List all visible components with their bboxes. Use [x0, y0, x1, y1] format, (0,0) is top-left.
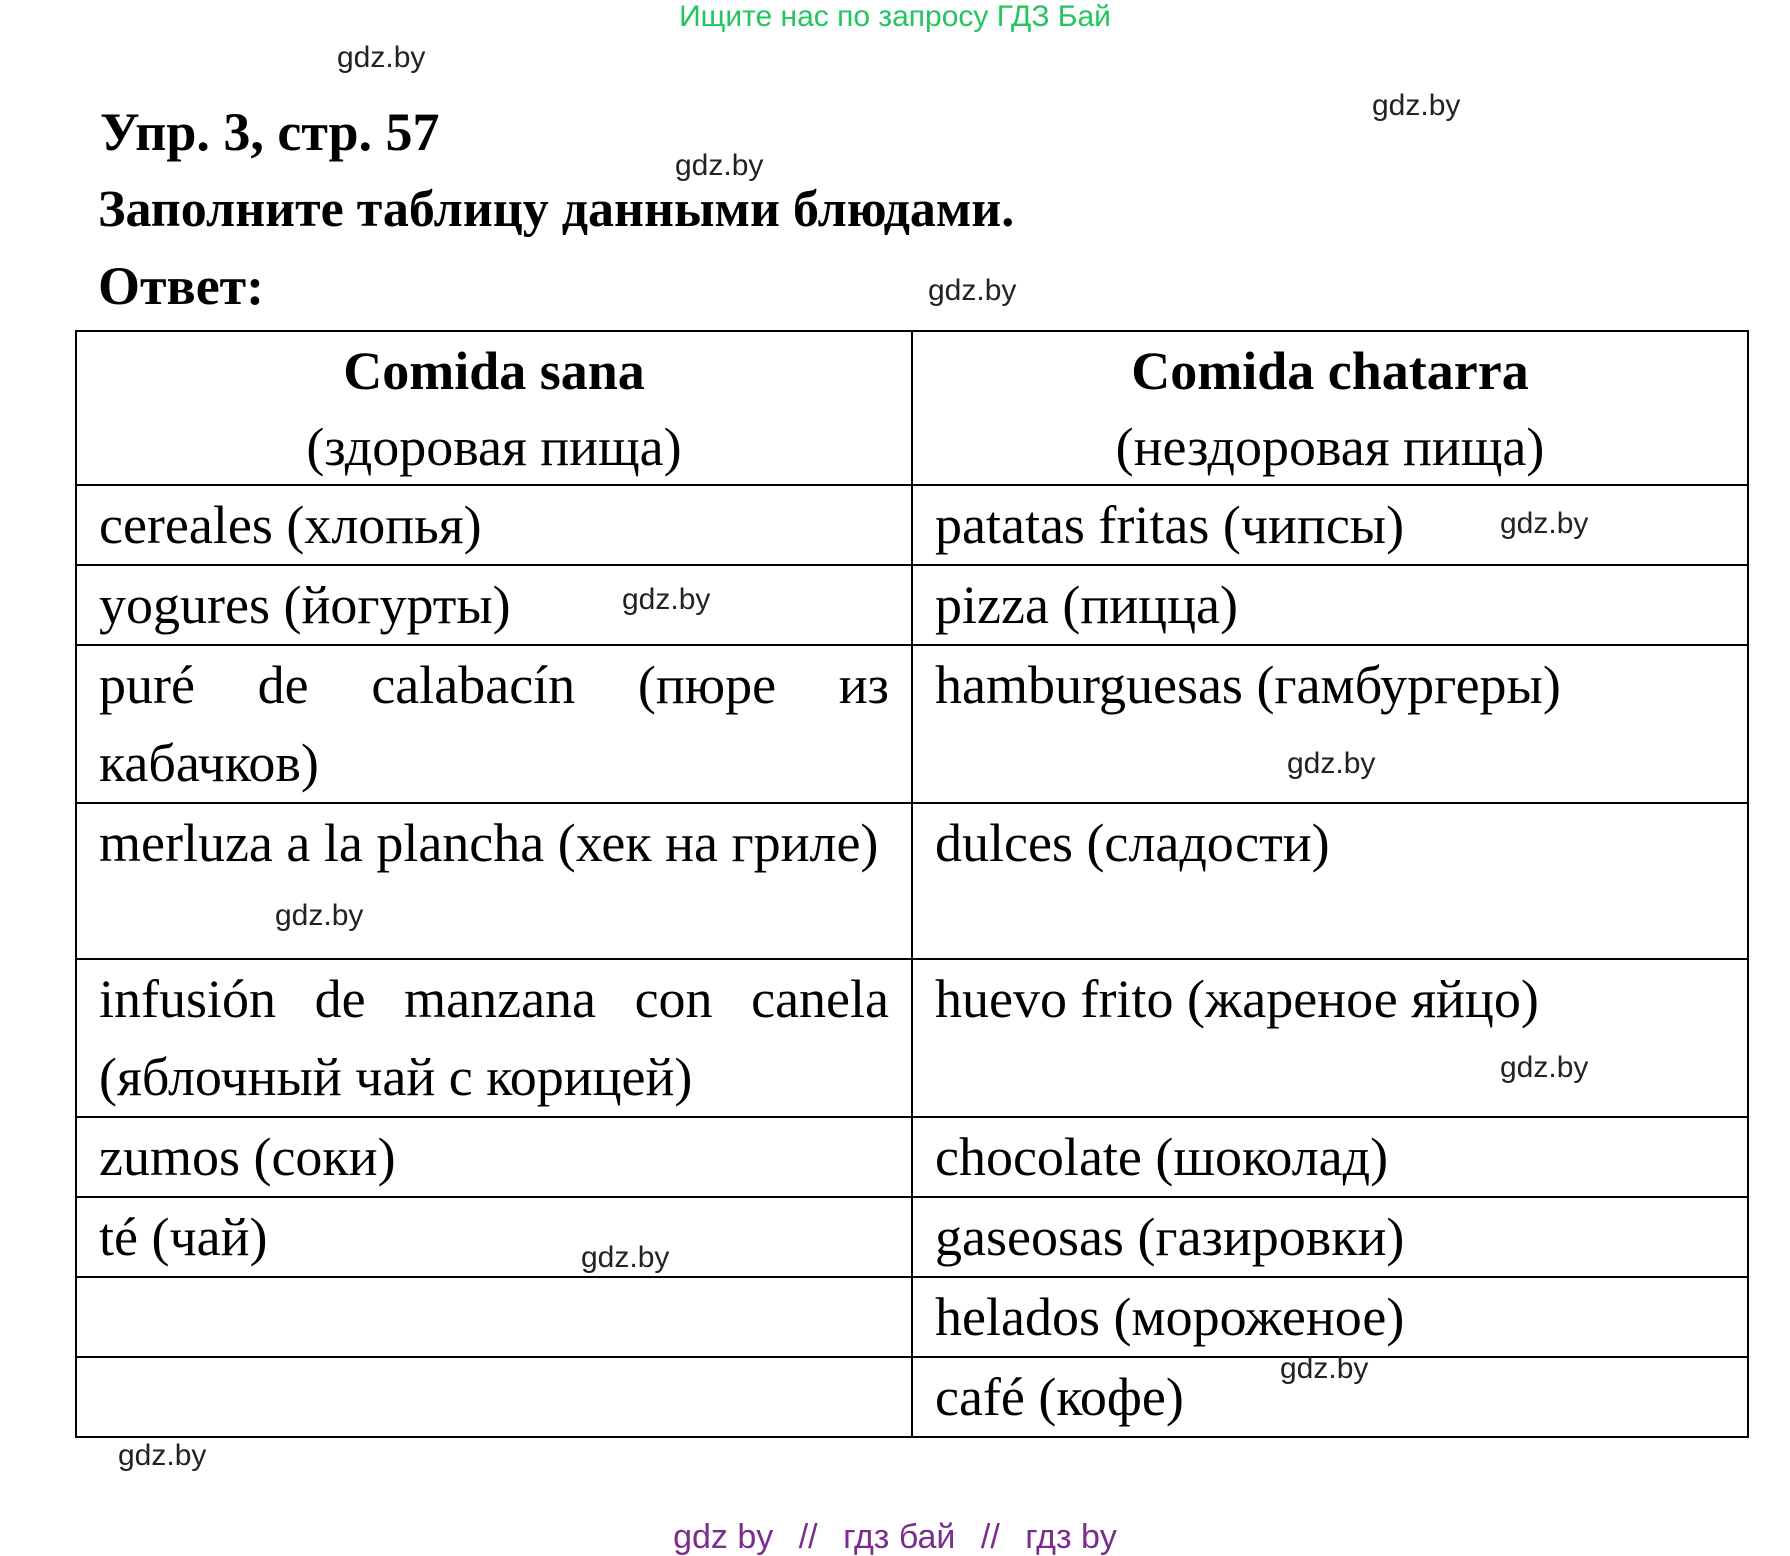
answer-table [75, 330, 1749, 1438]
junk-food-cell: dulces (сладости) [912, 803, 1748, 959]
junk-food-cell: hamburguesas (гамбургеры) [912, 645, 1748, 803]
watermark: gdz.by [275, 899, 364, 932]
healthy-food-cell: merluza a la plancha (хек на гриле) [76, 803, 912, 959]
junk-food-cell: pizza (пицца) [912, 565, 1748, 645]
junk-food-cell: helados (мороженое) [912, 1277, 1748, 1357]
watermark: gdz.by [928, 274, 1017, 307]
healthy-food-cell [76, 1357, 912, 1437]
header-junk-food [912, 331, 1748, 485]
answer-label: Ответ: [98, 256, 265, 316]
junk-food-cell: huevo frito (жареное яйцо) [912, 959, 1748, 1117]
table-row [76, 645, 1748, 803]
junk-food-cell: patatas fritas (чипсы) [912, 485, 1748, 565]
watermark: gdz.by [118, 1439, 207, 1472]
header-sub-text: (нездоровая пища) [1115, 417, 1545, 477]
junk-food-cell: café (кофе) [912, 1357, 1748, 1437]
watermark: gdz.by [622, 583, 711, 616]
watermark: gdz.by [675, 149, 764, 182]
junk-food-cell: chocolate (шоколад) [912, 1117, 1748, 1197]
healthy-food-cell: yogures (йогурты) [76, 565, 912, 645]
table-header-row [76, 331, 1748, 485]
table-row [76, 485, 1748, 565]
healthy-food-cell [76, 1277, 912, 1357]
watermark: gdz.by [337, 41, 426, 74]
watermark: gdz.by [1287, 747, 1376, 780]
healthy-food-cell: té (чай) [76, 1197, 912, 1277]
header-sub-text: (здоровая пища) [306, 417, 682, 477]
table-row [76, 803, 1748, 959]
header-main-text: Comida chatarra [1131, 341, 1529, 401]
watermark: gdz.by [1500, 1051, 1589, 1084]
healthy-food-cell: puré de calabacín (пюре из кабачков) [76, 645, 912, 803]
footer-link[interactable]: gdz by [673, 1518, 774, 1556]
healthy-food-cell: zumos (соки) [76, 1117, 912, 1197]
top-banner: Ищите нас по запросу ГДЗ Бай [679, 0, 1111, 33]
footer-link[interactable]: гдз бай [843, 1518, 956, 1556]
footer-separator: // [798, 1518, 818, 1556]
healthy-food-cell: infusión de manzana con canela (яблочный чай с корицей) [76, 959, 912, 1117]
healthy-food-cell: cereales (хлопья) [76, 485, 912, 565]
watermark: gdz.by [581, 1241, 670, 1274]
footer-link[interactable]: гдз by [1025, 1518, 1117, 1556]
footer-links [0, 1518, 1790, 1556]
header-main-text: Comida sana [343, 341, 645, 401]
watermark: gdz.by [1280, 1352, 1369, 1385]
watermark: gdz.by [1372, 89, 1461, 122]
table-row [76, 565, 1748, 645]
header-healthy-food [76, 331, 912, 485]
exercise-title: Упр. 3, стр. 57 [100, 102, 440, 162]
junk-food-cell: gaseosas (газировки) [912, 1197, 1748, 1277]
table-row [76, 1277, 1748, 1357]
footer-separator: // [980, 1518, 1000, 1556]
table-row [76, 959, 1748, 1117]
watermark: gdz.by [1500, 507, 1589, 540]
table-row [76, 1117, 1748, 1197]
table-row [76, 1197, 1748, 1277]
table-row [76, 1357, 1748, 1437]
task-text: Заполните таблицу данными блюдами. [98, 181, 1015, 238]
